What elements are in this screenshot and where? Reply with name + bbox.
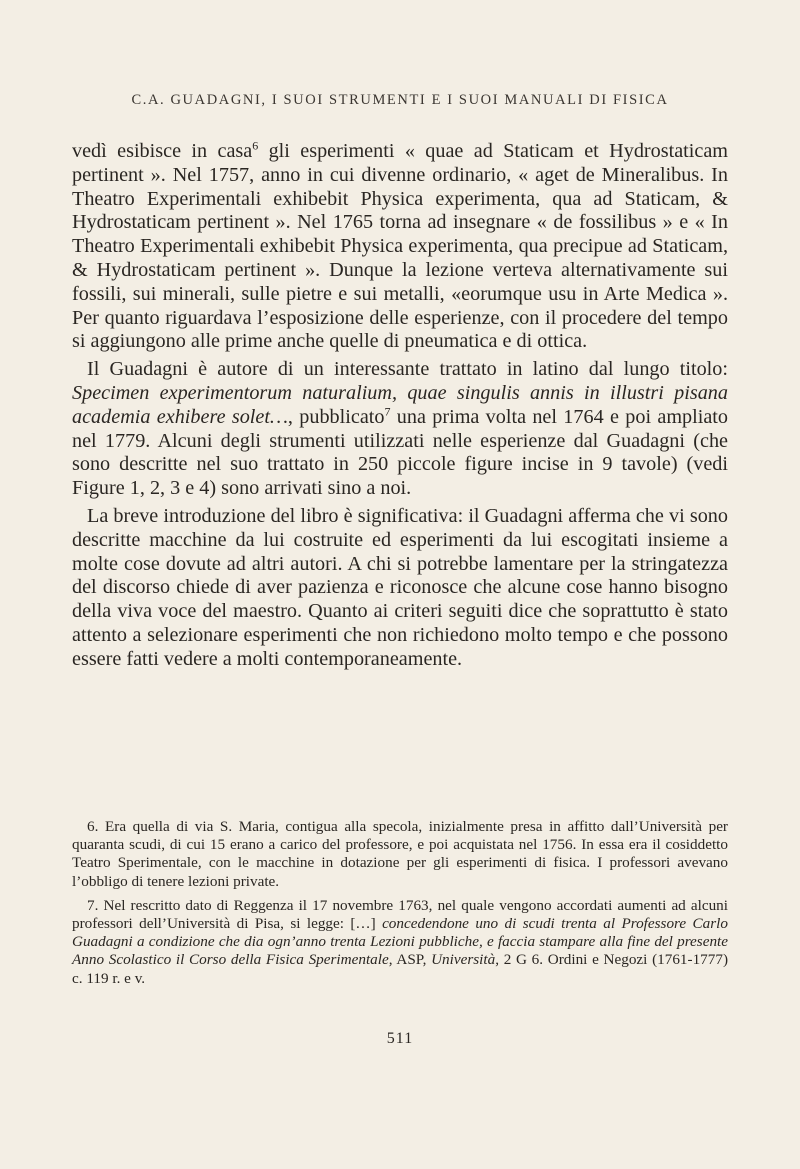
footnote-7-end: , 2 G 6. Ordini e Negozi (1761-1777) c. 119 r. e v. bbox=[72, 951, 729, 987]
paragraph-1 bbox=[72, 140, 728, 354]
paragraph-2-rest: una prima volta nel 1764 e poi ampliato nel 1779. Alcuni degli strumenti utilizzati nelle esperienze dal Guadagni (che sono descritte nel suo trattato in 250 piccole figure incise in 9 tavole) (vedi Figure 1, 2, 3 e 4) sono arrivati sino a noi. bbox=[72, 405, 728, 500]
book-title: Specimen experimentorum naturalium, quae singulis annis in illustri pisana academia exhibere solet… bbox=[72, 381, 728, 428]
paragraph-1-start: vedì esibisce in casa bbox=[72, 140, 253, 162]
paragraph-2-mid: , pubblicato bbox=[287, 405, 385, 428]
footnote-ref-6: 6 bbox=[252, 138, 259, 153]
footnote-ref-7: 7 bbox=[384, 404, 391, 419]
paragraph-2 bbox=[72, 358, 728, 501]
footnote-7-mid: , ASP, bbox=[388, 951, 432, 969]
footnote-7-start: 7. Nel rescritto dato di Reggenza il 17 novembre 1763, nel quale vengono accordati aumenti ad alcuni professori dell’Università di Pisa, si legge: […] bbox=[72, 896, 728, 933]
paragraph-2-start: Il Guadagni è autore di un interessante trattato in latino dal lungo titolo: bbox=[87, 358, 728, 381]
footnote-7-quote: concedendone uno di scudi trenta al Professore Carlo Guadagni a condizione che dia ogn’anno trenta Lezioni pubbliche, e faccia stampare alla fine del presente Anno Scolastico il Corso della Fisica Sperimentale bbox=[72, 915, 728, 969]
paragraph-1-rest: gli esperimenti « quae ad Staticam et Hydrostaticam pertinent ». Nel 1757, anno in cui divenne ordinario, « aget de Mineralibus. In Theatro Experimentali exhibebit Physica experimenta, qua ad Staticam, & Hydrostaticam pertinent ». Nel 1765 torna ad insegnare « de fossilibus » e « In Theatro Experimentali exhibebit Physica experimenta, qua precipue ad Staticam, & Hydrostaticam pertinent ». Dunque la lezione verteva alternativamente sui fossili, sui minerali, sulle pietre e sui metalli, «eorumque usu in Arte Medica ». Per quanto riguardava l’esposizione delle esperienze, con il procedere del tempo si aggiungono alle prime anche quelle di pneumatica e di ottica. bbox=[72, 140, 728, 353]
paragraph-3: La breve introduzione del libro è significativa: il Guadagni afferma che vi sono descritte macchine da lui costruite ed esperimenti da lui escogitati insieme a molte cose dovute ad altri autori. A chi si potrebbe lamentare per la stringatezza del discorso chiede di aver pazienza e riconosce che alcune cose hanno bisogno della viva voce del maestro. Quanto ai criteri seguiti dice che soprattutto è stato attento a selezionare esperimenti che non richiedono molto tempo e che possono essere fatti vedere a molti contemporaneamente. bbox=[72, 504, 728, 670]
footnote-7 bbox=[72, 897, 728, 988]
body-text bbox=[72, 140, 728, 672]
footnote-7-archive: Università bbox=[431, 951, 496, 969]
footnotes bbox=[72, 818, 728, 988]
footnote-6: 6. Era quella di via S. Maria, contigua alla specola, inizialmente presa in affitto dall’Università per quaranta scudi, di cui 15 erano a carico del professore, e poi acquistata nel 1756. In essa era il cosiddetto Teatro Sperimentale, con le macchine in dotazione per gli esperimenti di fisica. I professori avevano l’obbligo di tenere lezioni private. bbox=[72, 818, 728, 890]
running-head: C.A. GUADAGNI, I SUOI STRUMENTI E I SUOI MANUALI DI FISICA bbox=[131, 92, 669, 108]
page-number: 511 bbox=[386, 1030, 414, 1047]
